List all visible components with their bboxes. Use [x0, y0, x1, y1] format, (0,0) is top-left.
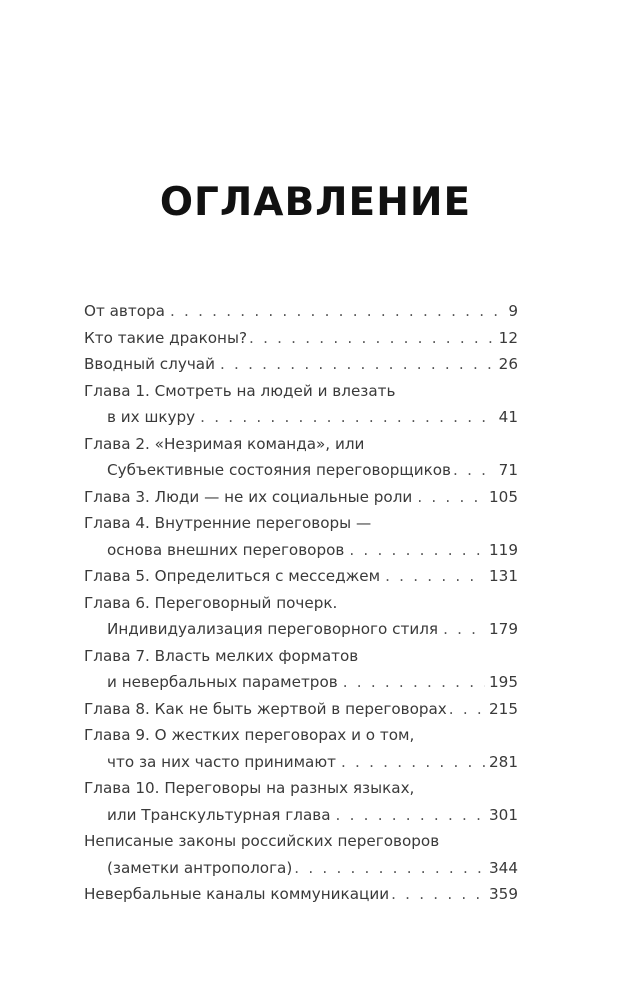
dot-leader [343, 669, 485, 696]
toc-entry-title: Глава 5. Определиться с месседжем [84, 567, 381, 585]
toc-entry-title: Глава 3. Люди — не их социальные роли [84, 487, 413, 506]
dot-leader [341, 749, 485, 776]
toc-line-continuation [84, 616, 518, 643]
toc-entry[interactable] [84, 378, 518, 431]
toc-entry-title: От автора [84, 302, 165, 320]
dot-leader [349, 537, 485, 564]
toc-entry-title: Глава 7. Власть мелких форматов [84, 646, 359, 665]
toc-entry-subtitle: (заметки антрополога) [107, 858, 293, 877]
toc-entry-subtitle: Субъективные состояния переговорщиков [107, 461, 452, 479]
toc-line [84, 431, 518, 458]
toc-entry[interactable] [84, 881, 518, 908]
dot-leader [417, 484, 485, 511]
toc-line-continuation [84, 457, 518, 484]
toc-page-number: 41 [498, 408, 518, 426]
toc-entry-title: Кто такие драконы? [84, 328, 248, 347]
toc-page-number: 301 [489, 805, 518, 824]
toc-line [84, 881, 518, 908]
toc-line-continuation [84, 749, 518, 776]
toc-line-continuation [84, 669, 518, 696]
toc-page-number: 281 [489, 752, 518, 771]
toc-entry-title: Глава 9. О жестких переговорах и о том, [84, 726, 415, 744]
page-title: ОГЛАВЛЕНИЕ [159, 180, 472, 225]
toc-line [84, 563, 518, 590]
toc-page-number: 215 [489, 699, 518, 718]
dot-leader [443, 616, 485, 643]
toc-entry[interactable] [84, 431, 518, 484]
toc-entry-title: Вводный случай [84, 355, 215, 373]
toc-line-continuation [84, 855, 518, 882]
toc-page-number: 105 [489, 487, 518, 506]
toc-page-number: 12 [498, 328, 518, 347]
toc-line [84, 643, 518, 670]
toc-entry[interactable] [84, 775, 518, 828]
toc-entry-subtitle: или Транскультурная глава [107, 805, 331, 824]
toc-line [84, 722, 518, 749]
toc-entry[interactable] [84, 325, 518, 352]
toc-entry[interactable] [84, 696, 518, 723]
toc-page-number: 119 [489, 540, 518, 559]
toc-line [84, 590, 518, 617]
toc-page-number: 71 [498, 461, 518, 479]
toc-entry-title: Глава 8. Как не быть жертвой в переговорах [84, 699, 447, 718]
toc-entry-subtitle: основа внешних переговоров [107, 540, 345, 559]
toc-entry-title: Неписаные законы российских переговоров [84, 832, 440, 850]
toc-entry[interactable] [84, 722, 518, 775]
dot-leader [294, 855, 485, 882]
dot-leader [453, 457, 495, 484]
toc-line-continuation [84, 802, 518, 829]
toc-entry-subtitle: Индивидуализация переговорного стиля [107, 620, 439, 638]
toc-page-number: 9 [508, 302, 518, 320]
dot-leader [200, 404, 495, 431]
dot-leader [385, 563, 485, 590]
toc-entry-title: Глава 4. Внутренние переговоры — [84, 514, 372, 532]
toc-line-continuation [84, 404, 518, 431]
toc-entry[interactable] [84, 298, 518, 325]
toc-entry-title: Глава 2. «Незримая команда», или [84, 434, 365, 453]
dot-leader [336, 802, 485, 829]
toc-line [84, 510, 518, 537]
toc-entry-subtitle: что за них часто принимают [107, 752, 336, 771]
toc-page-number: 131 [489, 567, 518, 585]
toc-line [84, 298, 518, 325]
toc-page-number: 179 [489, 620, 518, 638]
dot-leader [391, 881, 485, 908]
toc-entry[interactable] [84, 484, 518, 511]
toc-line [84, 351, 518, 378]
dot-leader [220, 351, 495, 378]
table-of-contents [84, 298, 518, 908]
dot-leader [249, 325, 495, 352]
toc-page-number: 195 [489, 673, 518, 691]
toc-entry-subtitle: и невербальных параметров [107, 673, 338, 691]
toc-line [84, 696, 518, 723]
toc-entry[interactable] [84, 563, 518, 590]
toc-line [84, 775, 518, 802]
toc-entry[interactable] [84, 510, 518, 563]
toc-entry-title: Невербальные каналы коммуникации [84, 885, 390, 903]
toc-entry-subtitle: в их шкуру [107, 408, 196, 426]
toc-entry-title: Глава 6. Переговорный почерк. [84, 593, 338, 612]
toc-entry[interactable] [84, 643, 518, 696]
toc-line [84, 325, 518, 352]
toc-line [84, 828, 518, 855]
toc-entry-title: Глава 10. Переговоры на разных языках, [84, 779, 415, 797]
toc-page-number: 26 [498, 355, 518, 373]
toc-page-number: 344 [489, 858, 518, 877]
toc-entry[interactable] [84, 351, 518, 378]
toc-entry-title: Глава 1. Смотреть на людей и влезать [84, 381, 396, 400]
toc-entry[interactable] [84, 590, 518, 643]
toc-line [84, 484, 518, 511]
toc-entry[interactable] [84, 828, 518, 881]
dot-leader [449, 696, 485, 723]
toc-page-number: 359 [489, 885, 518, 903]
toc-line-continuation [84, 537, 518, 564]
dot-leader [170, 298, 504, 325]
toc-line [84, 378, 518, 405]
